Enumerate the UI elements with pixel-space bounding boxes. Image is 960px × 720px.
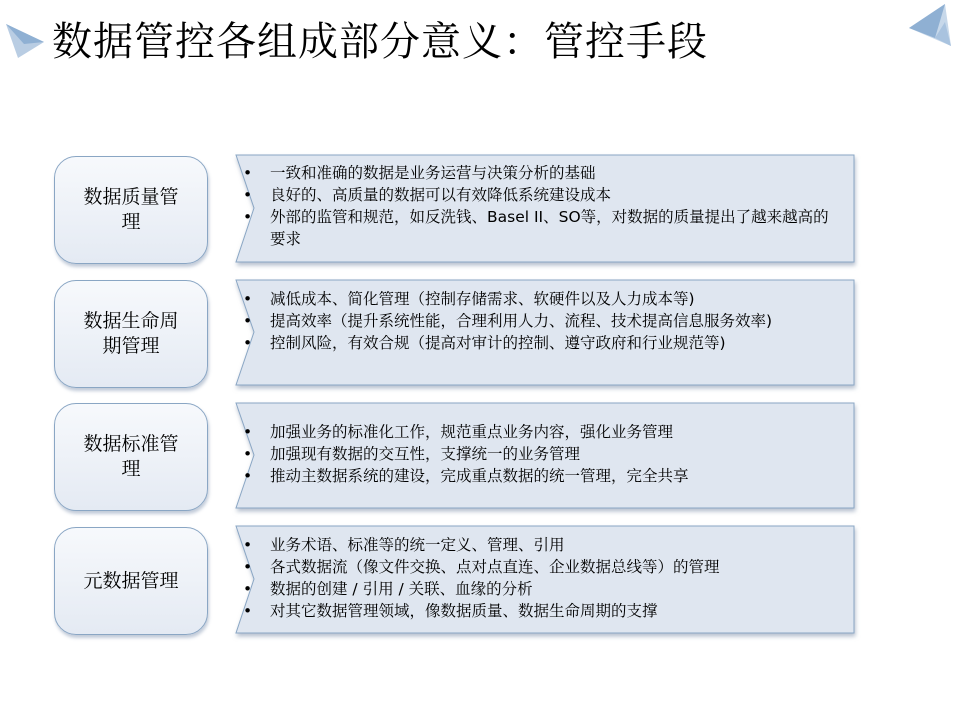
section-label-box [54, 280, 208, 388]
section-content-box [236, 280, 856, 386]
bullet-item: • 良好的、高质量的数据可以有效降低系统建设成本 [236, 184, 856, 206]
bullet-item: • 提高效率（提升系统性能，合理利用人力、流程、技术提高信息服务效率) [236, 310, 856, 332]
bullet-item: • 一致和准确的数据是业务运营与决策分析的基础 [236, 162, 856, 184]
bullet-item: • 控制风险，有效合规（提高对审计的控制、遵守政府和行业规范等) [236, 332, 856, 354]
triangle-decoration-icon [905, 2, 953, 50]
section-label: 数据生命周期管理 [83, 310, 179, 357]
bullet-item: • 外部的监管和规范，如反洗钱、Basel II、SO等，对数据的质量提出了越来越高的要求 [236, 206, 856, 250]
bullet-item: • 各式数据流（像文件交换、点对点直连、企业数据总线等）的管理 [236, 556, 856, 578]
section-content-box [236, 403, 856, 509]
bullet-item: • 数据的创建 / 引用 / 关联、血缘的分析 [236, 578, 856, 600]
bullet-item: • 业务术语、标准等的统一定义、管理、引用 [236, 534, 856, 556]
bullet-item: • 推动主数据系统的建设，完成重点数据的统一管理，完全共享 [236, 465, 856, 487]
bullet-item: • 减低成本、简化管理（控制存储需求、软硬件以及人力成本等) [236, 288, 856, 310]
bullet-item: • 对其它数据管理领域，像数据质量、数据生命周期的支撑 [236, 600, 856, 622]
page-title: 数据管控各组成部分意义：管控手段 [52, 19, 708, 65]
bullet-item: • 加强现有数据的交互性，支撑统一的业务管理 [236, 443, 856, 465]
section-label: 数据标准管理 [83, 433, 179, 480]
triangle-decoration-icon [4, 22, 46, 60]
section-label: 元数据管理 [83, 569, 179, 592]
section-label-box [54, 403, 208, 511]
bullet-item: • 加强业务的标准化工作，规范重点业务内容，强化业务管理 [236, 421, 856, 443]
section-content-box [236, 155, 856, 263]
section-label-box [54, 527, 208, 635]
section-label-box [54, 156, 208, 264]
section-label: 数据质量管理 [83, 186, 179, 233]
section-content-box [236, 526, 856, 634]
